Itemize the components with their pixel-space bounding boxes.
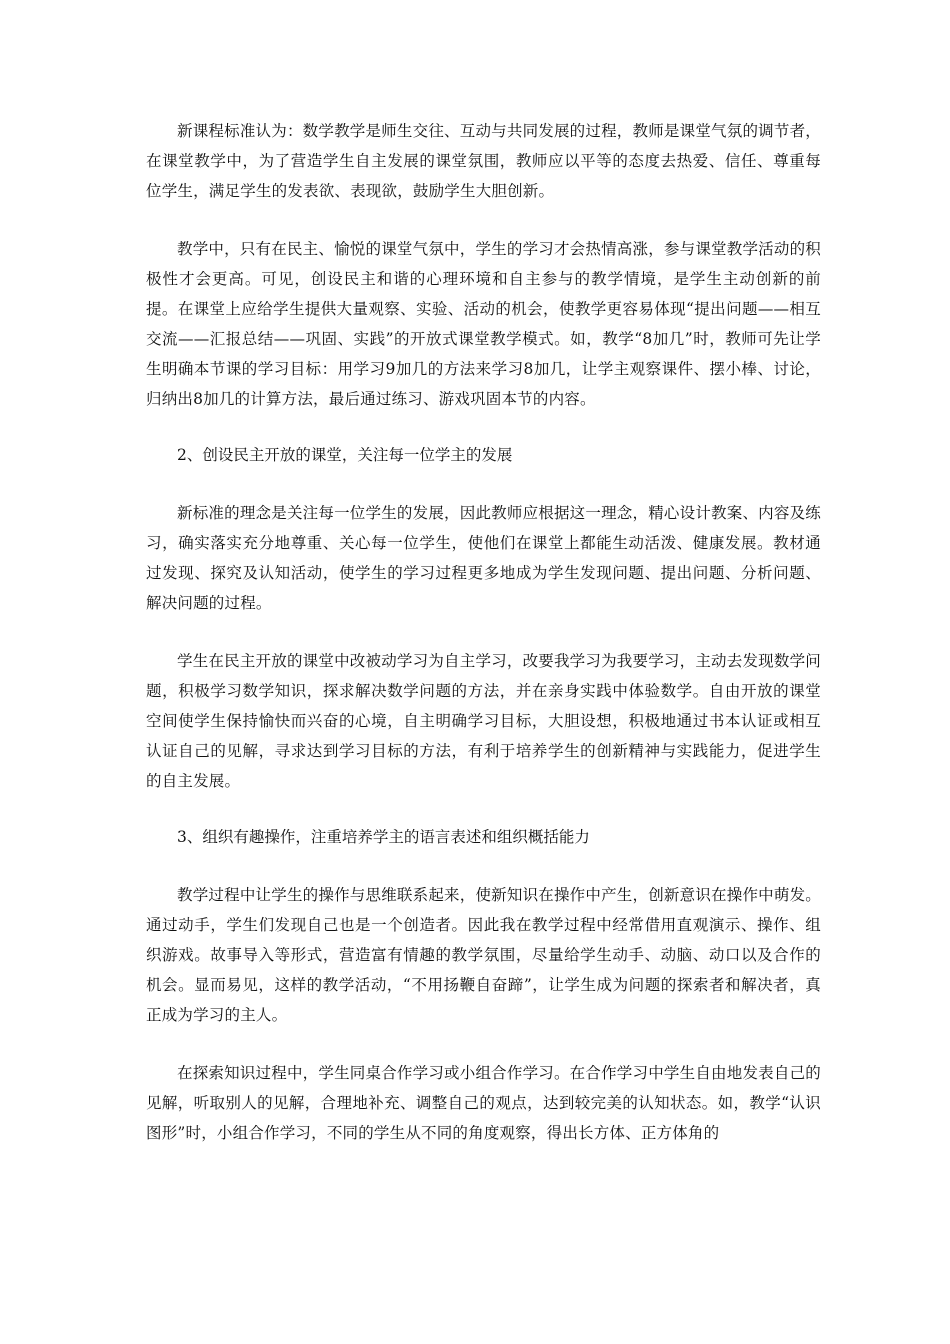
- spacer: [146, 852, 821, 880]
- spacer: [146, 618, 821, 646]
- spacer: [146, 206, 821, 234]
- paragraph-1: 新课程标准认为：数学教学是师生交往、互动与共同发展的过程，教师是课堂气氛的调节者，在课堂教学中，为了营造学生自主发展的课堂氛围，教师应以平等的态度去热爱、信任、尊重每位学生，满足学生的发表欲、表现欲，鼓励学生大胆创新。: [146, 122, 821, 200]
- paragraph-4: 学生在民主开放的课堂中改被动学习为自主学习，改要我学习为我要学习，主动去发现数学问题，积极学习数学知识，探求解决数学问题的方法，并在亲身实践中体验数学。自由开放的课堂空间使学生保持愉快而兴奋的心境，自主明确学习目标，大胆设想，积极地通过书本认证或相互认证自己的见解，寻求达到学习目标的方法，有利于培养学生的创新精神与实践能力，促进学生的自主发展。: [146, 652, 821, 790]
- spacer: [146, 470, 821, 498]
- paragraph-3: 新标准的理念是关注每一位学生的发展，因此教师应根据这一理念，精心设计教案、内容及练习，确实落实充分地尊重、关心每一位学生，使他们在课堂上都能生动活泼、健康发展。教材通过发现、探究及认知活动，使学生的学习过程更多地成为学生发现问题、提出问题、分析问题、解决问题的过程。: [146, 504, 821, 612]
- spacer: [146, 414, 821, 440]
- document-page: [146, 116, 821, 1148]
- spacer: [146, 1030, 821, 1058]
- paragraph-2: 教学中，只有在民主、愉悦的课堂气氛中，学生的学习才会热情高涨，参与课堂教学活动的积极性才会更高。可见，创设民主和谐的心理环境和自主参与的教学情境，是学生主动创新的前提。在课堂上应给学生提供大量观察、实验、活动的机会，使教学更容易体现“提出问题——相互交流——汇报总结——巩固、实践”的开放式课堂教学模式。如，教学“8加几”时，教师可先让学生明确本节课的学习目标：用学习9加几的方法来学习8加几，让学主观察课件、摆小棒、讨论，归纳出8加几的计算方法，最后通过练习、游戏巩固本节的内容。: [146, 240, 821, 408]
- paragraph-6: 在探索知识过程中，学生同桌合作学习或小组合作学习。在合作学习中学生自由地发表自己的见解，听取别人的见解，合理地补充、调整自己的观点，达到较完美的认知状态。如，教学“认识图形”时，小组合作学习，不同的学生从不同的角度观察，得出长方体、正方体角的: [146, 1064, 821, 1142]
- paragraph-5: 教学过程中让学生的操作与思维联系起来，使新知识在操作中产生，创新意识在操作中萌发。通过动手，学生们发现自己也是一个创造者。因此我在教学过程中经常借用直观演示、操作、组织游戏。故事导入等形式，营造富有情趣的教学氛围，尽量给学生动手、动脑、动口以及合作的机会。显而易见，这样的教学活动，“不用扬鞭自奋蹄”，让学生成为问题的探索者和解决者，真正成为学习的主人。: [146, 886, 821, 1024]
- section-heading-3: 3、组织有趣操作，注重培养学主的语言表述和组织概括能力: [177, 828, 590, 846]
- section-heading-2: 2、创设民主开放的课堂，关注每一位学主的发展: [177, 446, 513, 464]
- spacer: [146, 796, 821, 822]
